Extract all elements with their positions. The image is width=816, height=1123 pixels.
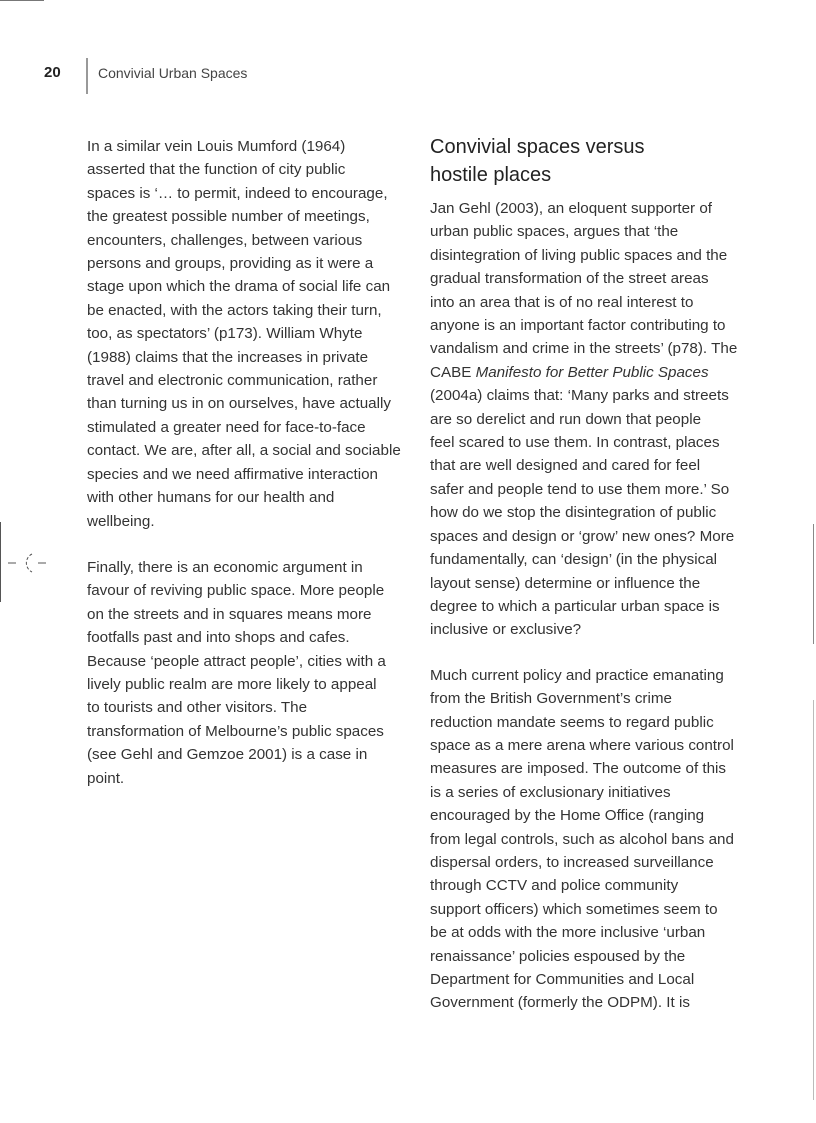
text-line: Jan Gehl (2003), an eloquent supporter of [430,200,712,217]
text-line: through CCTV and police community [430,877,679,895]
manifesto-title: Manifesto for Better Public Spaces [475,363,709,381]
text-line: Department for Communities and Local [430,971,695,988]
left-paragraph-2 [87,556,389,790]
text-line: dispersal orders, to increased surveillance [430,853,714,871]
text-line: persons and groups, providing as it were a [87,255,374,273]
text-line: to tourists and other visitors. The [87,699,308,717]
text-line: (2004a) claims that: ‘Many parks and streets [430,387,729,405]
text-line: from the British Government’s crime [430,690,672,708]
text-line: disintegration of living public spaces and the [430,246,728,264]
crop-mark-right [813,524,814,644]
text-line: on the streets and in squares means more [87,605,372,623]
section-heading-line-2: hostile places [430,164,552,186]
text-line: lively public realm are more likely to appeal [87,675,377,693]
text-line: contact. We are, after all, a social and sociable [87,442,401,460]
left-column [87,135,401,790]
text-line: degree to which a particular urban space is [430,597,720,615]
text-line: is a series of exclusionary initiatives [430,783,671,801]
text-line: into an area that is of no real interest to [430,293,694,311]
text-line: be enacted, with the actors taking their turn, [87,301,382,319]
text-line: wellbeing. [87,512,155,530]
text-line: be at odds with the more inclusive ‘urban [430,924,706,942]
text-line: vandalism and crime in the streets’ (p78). The [430,340,738,358]
text-line: that are well designed and cared for feel [430,457,701,475]
text-line: the greatest possible number of meetings, [87,208,370,226]
text-line: from legal controls, such as alcohol bans and [430,830,734,848]
text-line: than turning us in on ourselves, have actually [87,395,391,413]
text-line: encounters, challenges, between various [87,231,363,249]
text-line: spaces is ‘… to permit, indeed to encourage, [87,184,388,202]
page-number: 20 [44,64,61,81]
text-line: are so derelict and run down that people [430,410,702,428]
text-line: footfalls past and into shops and cafes. [87,629,350,647]
text-line: layout sense) determine or influence the [430,574,701,592]
right-column [430,133,738,1015]
text-line: point. [87,769,125,787]
text-line: favour of reviving public space. More people [87,582,385,600]
text-line: (1988) claims that the increases in private [87,348,369,366]
text-line: support officers) which sometimes seem to [430,900,718,918]
text-line: Finally, there is an economic argument in [87,558,363,576]
text-line: In a similar vein Louis Mumford (1964) [87,138,346,155]
text-line: measures are imposed. The outcome of this [430,760,727,778]
text-line: urban public spaces, argues that ‘the [430,223,679,241]
running-head [0,58,816,94]
text-line: feel scared to use them. In contrast, places [430,434,720,452]
text-line: Government (formerly the ODPM). It is [430,994,690,1012]
text-line: species and we need affirmative interaction [87,465,378,483]
registration-mark-icon [8,551,48,575]
header-divider [86,58,88,94]
section-heading [430,133,735,189]
text-line: spaces and design or ‘grow’ new ones? More [430,527,735,545]
right-paragraph-2 [430,664,735,1015]
running-title: Convivial Urban Spaces [98,65,248,81]
text-line: travel and electronic communication, rather [87,372,378,390]
crop-mark-left [0,522,1,602]
cabe-line [430,361,735,384]
text-line: inclusive or exclusive? [430,621,582,639]
text-line: renaissance’ policies espoused by the [430,947,686,965]
right-paragraph-1-intro [430,197,738,361]
crop-mark-right-lower [813,700,814,1100]
text-line: how do we stop the disintegration of public [430,504,717,522]
text-line: safer and people tend to use them more.’ So [430,480,730,498]
text-line: reduction mandate seems to regard public [430,713,714,731]
text-line: Much current policy and practice emanating [430,666,724,684]
text-line: asserted that the function of city public [87,161,346,179]
right-paragraph-1 [430,197,738,642]
text-line: gradual transformation of the street areas [430,270,709,288]
text-line: stimulated a greater need for face-to-face [87,418,366,436]
text-line: anyone is an important factor contributing to [430,317,726,335]
text-line: (see Gehl and Gemzoe 2001) is a case in [87,746,368,764]
cabe-prefix: CABE [430,363,476,381]
text-line: fundamentally, can ‘design’ (in the physical [430,551,718,569]
section-heading-line-1: Convivial spaces versus [430,136,645,158]
text-line: too, as spectators’ (p173). William Whyte [87,325,363,343]
text-line: Because ‘people attract people’, cities with a [87,652,386,670]
text-line: encouraged by the Home Office (ranging [430,807,705,825]
text-line: stage upon which the drama of social life can [87,278,391,296]
left-paragraph-1 [87,135,401,533]
crop-mark-top [0,0,44,1]
text-line: transformation of Melbourne’s public spaces [87,722,384,740]
text-line: space as a mere arena where various control [430,736,734,754]
text-line: with other humans for our health and [87,489,335,507]
right-paragraph-1-rest [430,384,735,641]
